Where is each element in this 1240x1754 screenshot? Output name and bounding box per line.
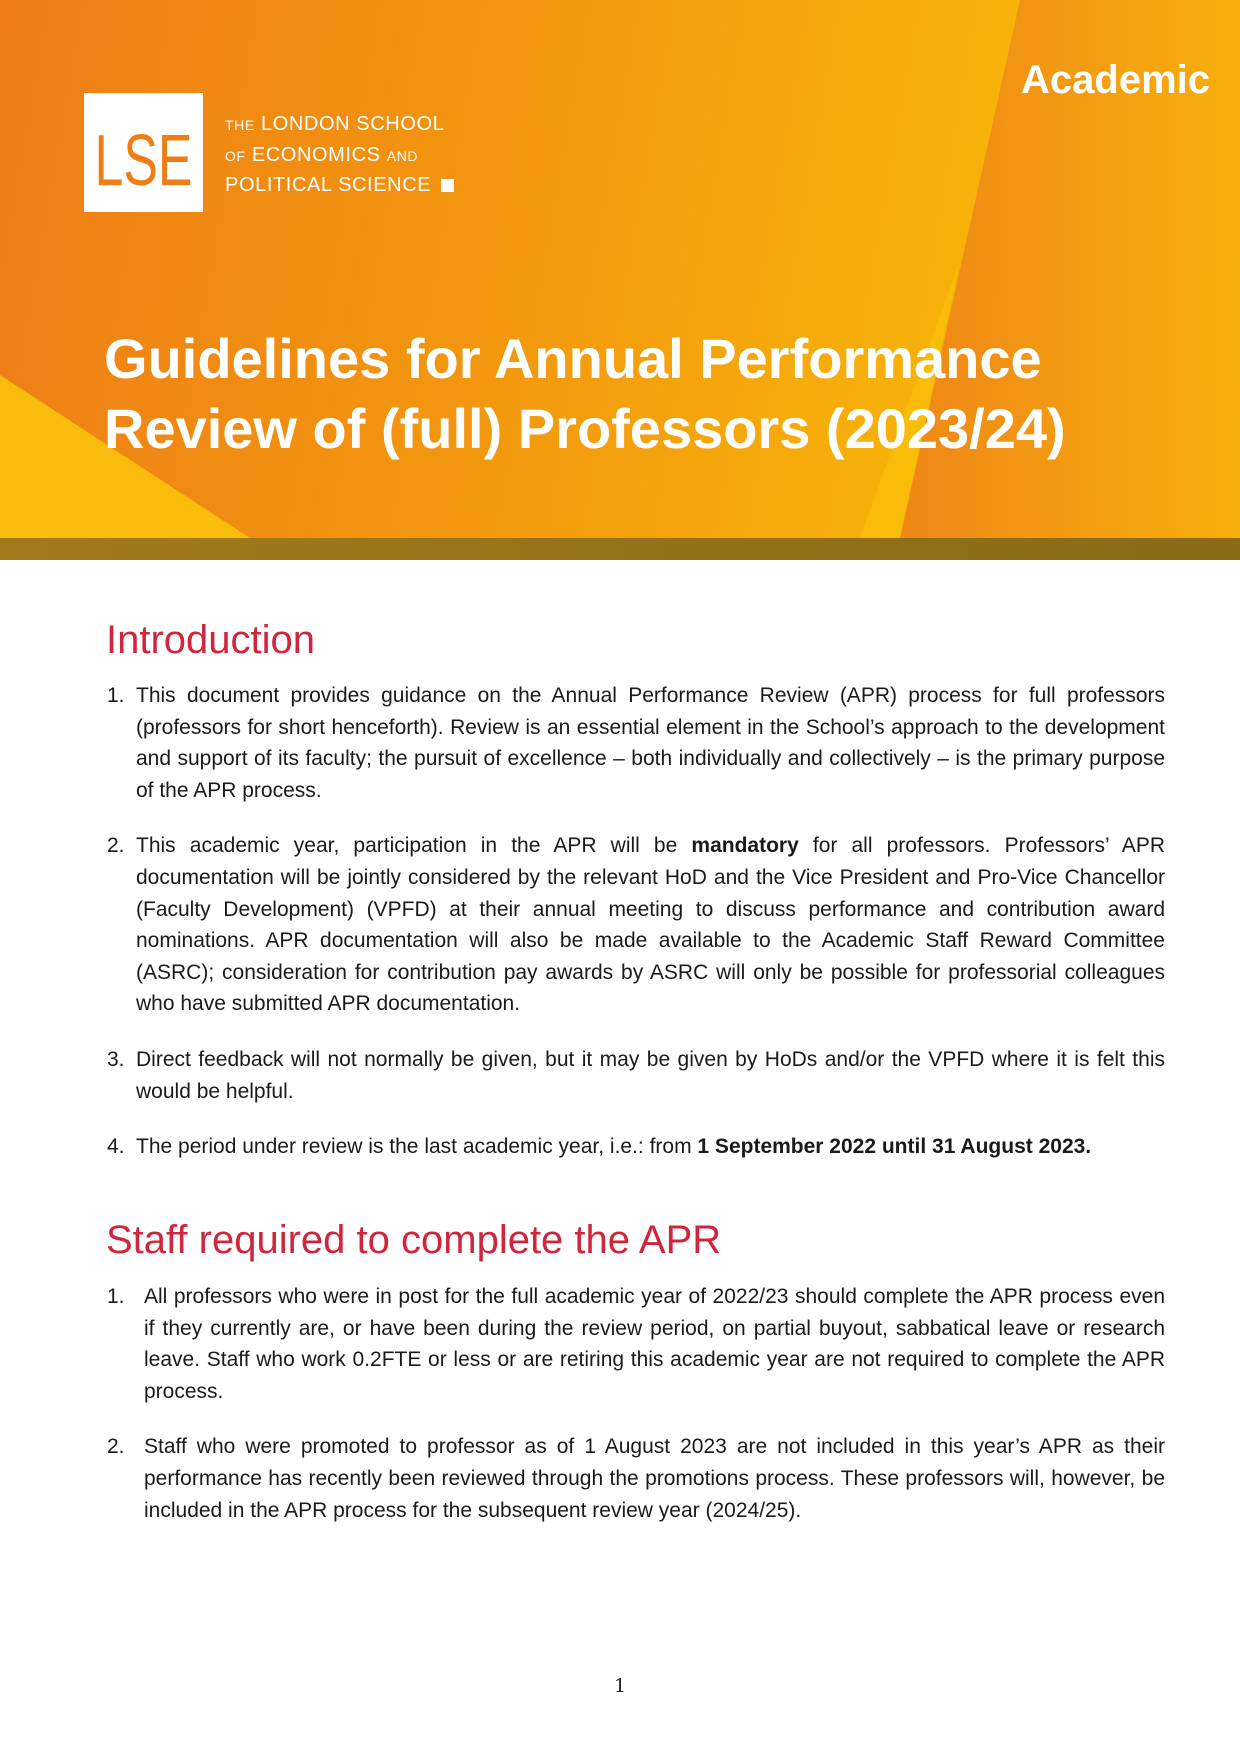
lse-logo-mark: [84, 93, 203, 212]
text-run: Direct feedback will not normally be given, but it may be given by HoDs and/or the VPFD where it is felt this would be helpful.: [136, 1047, 1165, 1103]
list-item-text: [144, 1431, 1165, 1526]
list-item-text: [144, 1281, 1165, 1407]
category-label: Academic: [1021, 58, 1210, 102]
emphasis-text: mandatory: [691, 834, 799, 858]
list-item-text: [136, 830, 1165, 1020]
document-title: Guidelines for Annual Performance Review of (full) Professors (2023/24): [104, 327, 1066, 460]
list-item: [0, 1044, 1240, 1107]
section-heading-staff-required: Staff required to complete the APR: [106, 1218, 722, 1262]
school-name-line-1: THE LONDON SCHOOL: [225, 113, 445, 135]
list-item-number: 2.: [107, 834, 125, 858]
list-item-number: 1.: [107, 1285, 125, 1308]
list-item-text: [136, 680, 1165, 806]
list-item-number: 2.: [107, 1435, 125, 1459]
lse-logo: [84, 93, 203, 212]
list-item: [0, 1281, 1240, 1407]
list-item-number: 1.: [107, 684, 125, 707]
list-item: [0, 1431, 1240, 1526]
text-run: This document provides guidance on the Annual Performance Review (APR) process for full professors (professors for short henceforth). Review is an essential element in the School’s approach to the development and support of its faculty; the pursuit of excellence – both individually and collectively – is the primary purpose of the APR process.: [136, 684, 1165, 802]
text-run: Staff who were promoted to professor as of 1 August 2023 are not included in this year’s APR as their performance has recently been reviewed through the promotions process. These professors will, however, be included in the APR process for the subsequent review year (2024/25).: [144, 1435, 1165, 1522]
school-name-line-2: OF ECONOMICS AND: [225, 143, 419, 166]
school-name: [225, 110, 454, 201]
emphasis-text: 1 September 2022 until 31 August 2023.: [697, 1135, 1092, 1159]
list-item-text: [136, 1131, 1165, 1163]
text-run: The period under review is the last academic year, i.e.: from: [136, 1135, 698, 1159]
logo-square-icon: [441, 179, 454, 192]
header-divider-band: [0, 538, 1240, 560]
staff-required-list: [0, 1281, 1240, 1526]
list-item-text: [136, 1044, 1165, 1107]
list-item: [0, 830, 1240, 1020]
page-number: 1: [613, 1675, 627, 1697]
school-name-line-3: POLITICAL SCIENCE: [225, 171, 454, 201]
list-item-number: 4.: [107, 1135, 125, 1159]
text-run: All professors who were in post for the full academic year of 2022/23 should complete the APR process even if they currently are, or have been during the review period, on partial buyout, sabbatical leave or research leave. Staff who work 0.2FTE or less or are retiring this academic year are not required to complete the APR process.: [144, 1285, 1165, 1403]
section-heading-introduction: Introduction: [106, 618, 316, 662]
svg-text:LSE: LSE: [94, 121, 193, 201]
list-item: [0, 680, 1240, 806]
list-item-number: 3.: [107, 1047, 125, 1071]
header-banner: [0, 0, 1240, 538]
introduction-list: [0, 680, 1240, 1163]
text-run: for all professors. Professors’ APR documentation will be jointly considered by the relevant HoD and the Vice President and Pro-Vice Chancellor (Faculty Development) (VPFD) at their annual meeting to discuss performance and contribution award nominations. APR documentation will also be made available to the Academic Staff Reward Committee (ASRC); consideration for contribution pay awards by ASRC will only be possible for professorial colleagues who have submitted APR documentation.: [136, 834, 1165, 1016]
text-run: This academic year, participation in the APR will be: [136, 834, 692, 858]
list-item: [0, 1131, 1240, 1163]
